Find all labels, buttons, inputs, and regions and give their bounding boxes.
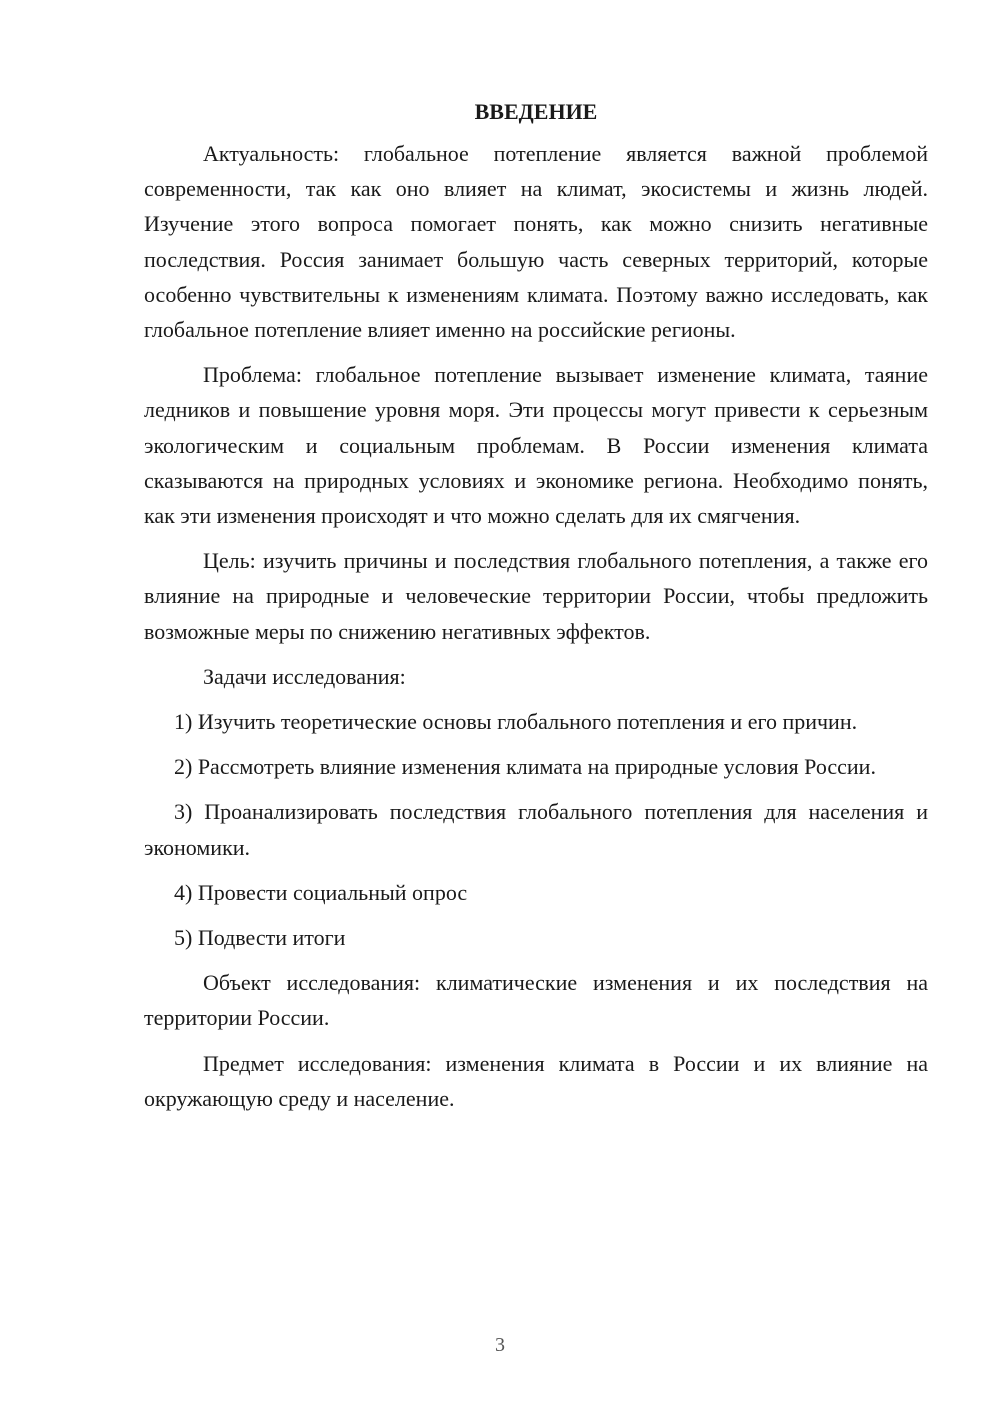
document-page [144, 96, 928, 1116]
paragraph-problem: Проблема: глобальное потепление вызывает изменение климата, таяние ледников и повышение уровня моря. Эти процессы могут привести к серьезным экологическим и социальным проблемам. В России изменения климата сказываются на природных условиях и экономике региона. Необходимо понять, как эти изменения происходят и что можно сделать для их смягчения. [144, 362, 928, 529]
task-item-2: 2) Рассмотреть влияние изменения климата на природные условия России. [174, 754, 876, 780]
tasks-heading: Задачи исследования: [203, 663, 406, 689]
page-number: 3 [495, 1334, 505, 1356]
section-title: ВВЕДЕНИЕ [474, 99, 598, 124]
paragraph-relevance: Актуальность: глобальное потепление является важной проблемой современности, так как оно влияет на климат, экосистемы и жизнь людей. Изучение этого вопроса помогает понять, как можно снизить негативные последствия. Россия занимает большую часть северных территорий, которые особенно чувствительны к изменениям климата. Поэтому важно исследовать, как глобальное потепление влияет именно на российские регионы. [144, 141, 928, 343]
task-item-1: 1) Изучить теоретические основы глобального потепления и его причин. [174, 709, 858, 735]
task-item-3: 3) Проанализировать последствия глобального потепления для населения и экономики. [144, 799, 928, 860]
task-item-5: 5) Подвести итоги [174, 925, 346, 951]
task-item-4: 4) Провести социальный опрос [174, 879, 468, 905]
paragraph-object: Объект исследования: климатические изменения и их последствия на территории России. [144, 970, 928, 1031]
paragraph-goal: Цель: изучить причины и последствия глобального потепления, а также его влияние на природные и человеческие территории России, чтобы предложить возможные меры по снижению негативных эффектов. [144, 548, 928, 644]
paragraph-subject: Предмет исследования: изменения климата в России и их влияние на окружающую среду и население. [144, 1050, 928, 1111]
